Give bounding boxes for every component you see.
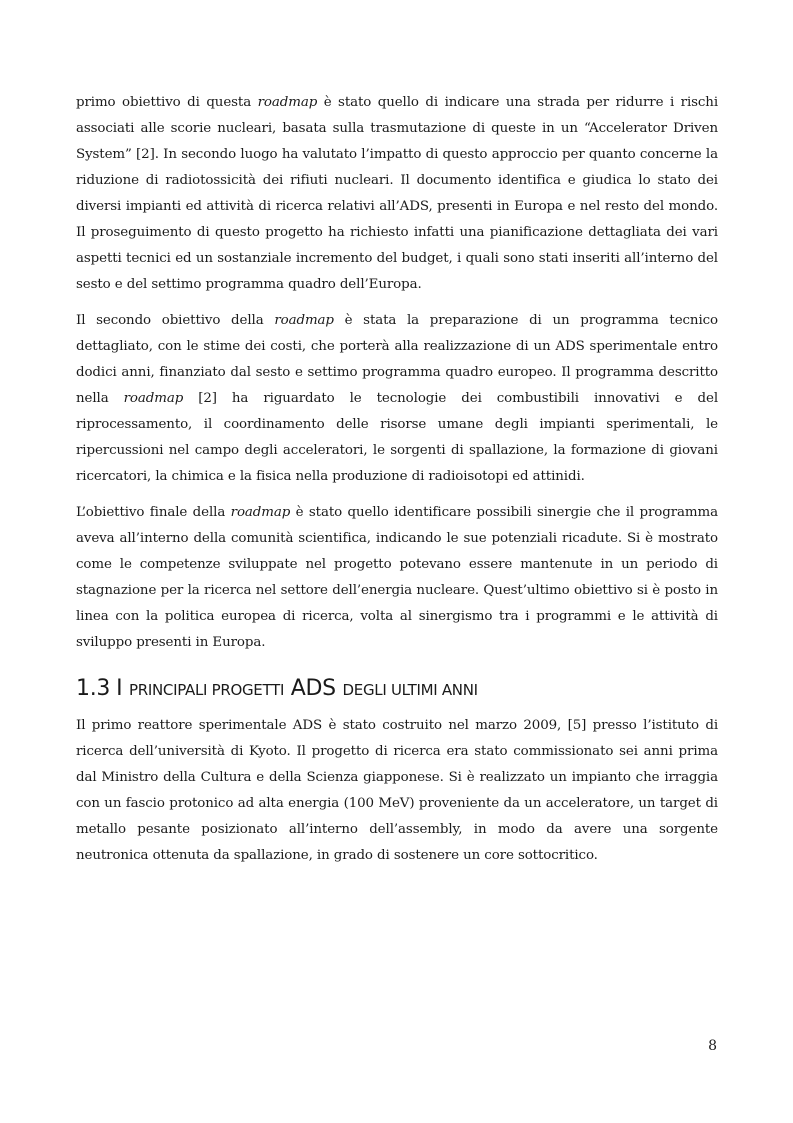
italic-term: roadmap: [257, 95, 318, 110]
text-run: Il primo reattore sperimentale ADS è stato costruito nel marzo 2009, [5] presso l’istituto di ricerca dell’università di Kyoto. Il progetto di ricerca era stato commissionato sei anni prima dal Ministro della Cultura e della Scienza giapponese. Si è realizzato un impianto che irraggia con un fascio protonico ad alta energia (100 MeV) proveniente da un acceleratore, un target di metallo pesante posizionato all’interno dell’assembly, in modo da avere una sorgente neutronica ottenuta da spallazione, in grado di sostenere un core sottocritico.: [76, 718, 718, 863]
text-run: Il secondo obiettivo della: [76, 313, 275, 328]
document-body: [76, 90, 718, 869]
paragraph-roadmap-first-objective: [76, 90, 718, 298]
section-title-part: DEGLI ULTIMI ANNI: [342, 681, 478, 699]
section-heading: [76, 674, 718, 705]
text-run: L’obiettivo finale della: [76, 505, 231, 520]
italic-term: roadmap: [274, 313, 334, 328]
italic-term: roadmap: [123, 391, 184, 406]
text-run: è stata la preparazione di un programma tecnico dettagliato, con le stime dei costi, che porterà alla realizzazione di un ADS sperimentale entro dodici anni, finanziato dal sesto e settimo programma quadro europeo. Il programma descritto nella: [76, 313, 718, 406]
text-run: è stato quello di indicare una strada per ridurre i rischi associati alle scorie nucleari, basata sulla trasmutazione di queste in un “Accelerator Driven System” [2]. In secondo luogo ha valutato l’impatto di questo approccio per quanto concerne la riduzione di radiotossicità dei rifiuti nucleari. Il documento identifica e giudica lo stato dei diversi impianti ed attività di ricerca relativi all’ADS, presenti in Europa e nel resto del mondo. Il proseguimento di questo progetto ha richiesto infatti una pianificazione dettagliata dei vari aspetti tecnici ed un sostanziale incremento del budget, i quali sono stati inseriti all’interno del sesto e del settimo programma quadro dell’Europa.: [76, 95, 718, 292]
section-title-part: PRINCIPALI PROGETTI: [129, 681, 285, 699]
italic-term: roadmap: [230, 505, 291, 520]
paragraph-first-ads-reactor: [76, 713, 718, 869]
section-number: 1.3: [76, 676, 111, 701]
section-title-part: ADS: [290, 676, 336, 701]
text-run: è stato quello identificare possibili sinergie che il programma aveva all’interno della comunità scientifica, indicando le sue potenziali ricadute. Si è mostrato come le competenze sviluppate nel progetto potevano essere mantenute in un periodo di stagnazione per la ricerca nel settore dell’energia nucleare. Quest’ultimo obiettivo si è posto in linea con la politica europea di ricerca, volta al sinergismo tra i programmi e le attività di sviluppo presenti in Europa.: [76, 505, 718, 650]
text-run: primo obiettivo di questa: [76, 95, 258, 110]
page-number: 8: [708, 1038, 717, 1054]
section-title-part: I: [116, 676, 123, 701]
paragraph-roadmap-second-objective: [76, 308, 718, 490]
text-run: [2] ha riguardato le tecnologie dei combustibili innovativi e del riprocessamento, il coordinamento delle risorse umane degli impianti sperimentali, le ripercussioni nel campo degli acceleratori, le sorgenti di spallazione, la formazione di giovani ricercatori, la chimica e la fisica nella produzione di radioisotopi ed attinidi.: [76, 391, 718, 484]
paragraph-roadmap-final-objective: [76, 500, 718, 656]
